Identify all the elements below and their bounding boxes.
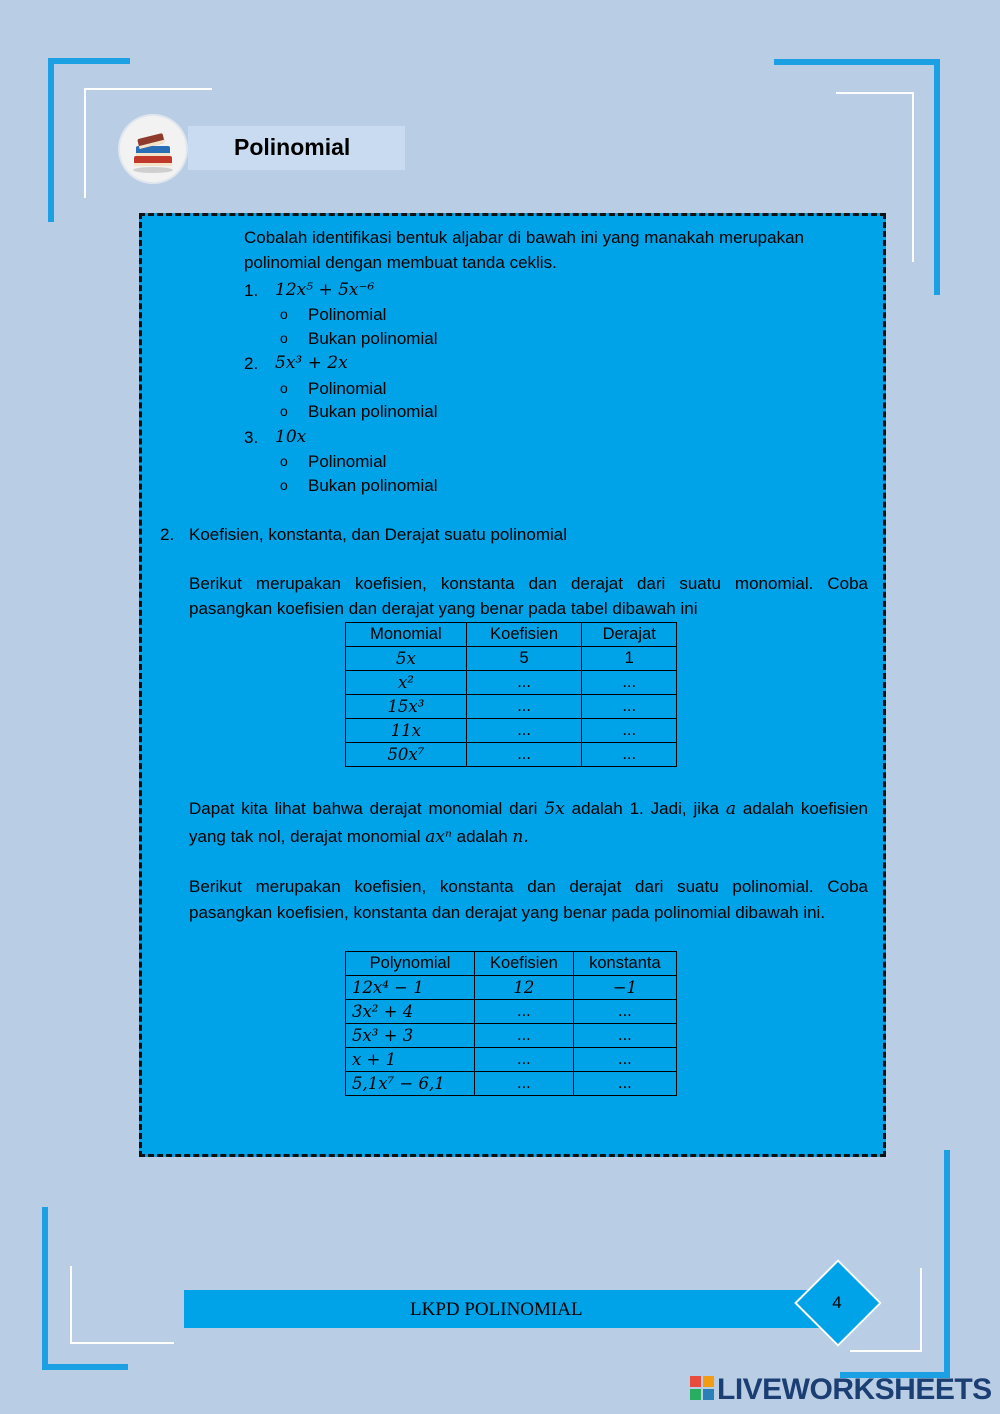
para2-text: adalah bbox=[456, 827, 508, 846]
para2-text: adalah koefisien yang tak nol, derajat monomial bbox=[189, 799, 868, 846]
frame-bottom-right-inner-v bbox=[920, 1268, 922, 1352]
table-header-cell: Koefisien bbox=[466, 623, 582, 647]
brand-logo[interactable] bbox=[690, 1373, 992, 1408]
derajat-input[interactable]: ... bbox=[582, 743, 677, 767]
page-title: Polinomial bbox=[234, 134, 351, 160]
footer-label: LKPD POLINOMIAL bbox=[410, 1299, 583, 1320]
para2-math: axⁿ bbox=[425, 827, 452, 847]
option-bukan-polinomial[interactable]: Bukan polinomial bbox=[308, 329, 438, 348]
table-row bbox=[346, 1072, 677, 1096]
radio-bullet[interactable]: o bbox=[280, 306, 288, 322]
koefisien-input[interactable]: ... bbox=[466, 695, 582, 719]
para2-math: 5x bbox=[544, 799, 565, 819]
option-polinomial[interactable]: Polinomial bbox=[308, 452, 387, 471]
para2-math: n. bbox=[512, 827, 529, 847]
question-1-expression: 12x⁵ + 5x⁻⁶ bbox=[275, 280, 375, 300]
konstanta-input[interactable]: ... bbox=[573, 1000, 676, 1024]
koefisien-input[interactable]: ... bbox=[466, 671, 582, 695]
question-3-expression: 10x bbox=[275, 427, 307, 447]
table-header-cell: Koefisien bbox=[475, 952, 574, 976]
frame-top-left-inner-h bbox=[84, 88, 212, 90]
liveworksheets-logo-icon bbox=[690, 1374, 714, 1408]
polynomial-cell: 5,1x⁷ − 6,1 bbox=[346, 1072, 475, 1096]
option-bukan-polinomial[interactable]: Bukan polinomial bbox=[308, 402, 438, 421]
frame-bottom-left-inner-v bbox=[70, 1266, 72, 1344]
para2-text: Dapat kita lihat bahwa derajat monomial dari bbox=[189, 799, 538, 818]
frame-bottom-right-vertical bbox=[944, 1150, 950, 1378]
table-header-cell: Derajat bbox=[582, 623, 677, 647]
koefisien-input[interactable]: ... bbox=[475, 1024, 574, 1048]
koefisien-input[interactable]: ... bbox=[466, 719, 582, 743]
polynomial-cell: 5x³ + 3 bbox=[346, 1024, 475, 1048]
table-row bbox=[346, 743, 677, 767]
table-row bbox=[346, 1024, 677, 1048]
table-row bbox=[346, 647, 677, 671]
derajat-input[interactable]: ... bbox=[582, 671, 677, 695]
polynomial-cell: x + 1 bbox=[346, 1048, 475, 1072]
derajat-cell: 1 bbox=[582, 647, 677, 671]
frame-top-right-inner-v bbox=[912, 92, 914, 262]
section2-para2 bbox=[189, 795, 868, 851]
radio-bullet[interactable]: o bbox=[280, 477, 288, 493]
table-row bbox=[346, 671, 677, 695]
table-row bbox=[346, 719, 677, 743]
konstanta-input[interactable]: ... bbox=[573, 1048, 676, 1072]
polynomial-cell: 3x² + 4 bbox=[346, 1000, 475, 1024]
radio-bullet[interactable]: o bbox=[280, 380, 288, 396]
radio-bullet[interactable]: o bbox=[280, 403, 288, 419]
option-polinomial[interactable]: Polinomial bbox=[308, 379, 387, 398]
monomial-cell: x² bbox=[346, 671, 467, 695]
frame-top-right-vertical bbox=[934, 59, 940, 295]
frame-top-right-horizontal bbox=[774, 59, 940, 65]
question-2-expression: 5x³ + 2x bbox=[275, 353, 348, 373]
para2-math: a bbox=[725, 799, 737, 819]
table-header-cell: Monomial bbox=[346, 623, 467, 647]
frame-top-left-horizontal bbox=[48, 58, 130, 64]
page-number: 4 bbox=[832, 1293, 842, 1312]
polynomial-cell: 12x⁴ − 1 bbox=[346, 976, 475, 1000]
question-1-number: 1. bbox=[244, 281, 259, 300]
frame-bottom-left-inner-h bbox=[70, 1342, 174, 1344]
section1-intro: Cobalah identifikasi bentuk aljabar di bawah ini yang manakah merupakan polinomial dengan membuat tanda ceklis. bbox=[244, 228, 804, 272]
brand-name: LIVEWORKSHEETS bbox=[717, 1373, 992, 1406]
koefisien-input[interactable]: ... bbox=[475, 1000, 574, 1024]
question-2-number: 2. bbox=[244, 354, 259, 373]
section2-para1: Berikut merupakan koefisien, konstanta dan derajat dari suatu monomial. Coba pasangkan koefisien dan derajat yang benar pada tabel dibawah ini bbox=[189, 574, 868, 618]
konstanta-input[interactable]: ... bbox=[573, 1024, 676, 1048]
header-badge bbox=[120, 116, 186, 182]
frame-bottom-right-inner-h bbox=[850, 1350, 922, 1352]
frame-bottom-left-horizontal bbox=[42, 1364, 128, 1370]
radio-bullet[interactable]: o bbox=[280, 330, 288, 346]
table-header-cell: Polynomial bbox=[346, 952, 475, 976]
koefisien-cell: 12 bbox=[475, 976, 574, 1000]
frame-top-left-vertical bbox=[48, 58, 54, 222]
koefisien-cell: 5 bbox=[466, 647, 582, 671]
polynomial-table bbox=[345, 951, 677, 1096]
table-header-row bbox=[346, 623, 677, 647]
table-row bbox=[346, 1000, 677, 1024]
konstanta-cell: −1 bbox=[573, 976, 676, 1000]
radio-bullet[interactable]: o bbox=[280, 453, 288, 469]
question-3-number: 3. bbox=[244, 428, 259, 447]
option-polinomial[interactable]: Polinomial bbox=[308, 305, 387, 324]
table-row bbox=[346, 1048, 677, 1072]
option-bukan-polinomial[interactable]: Bukan polinomial bbox=[308, 476, 438, 495]
frame-top-left-inner-v bbox=[84, 88, 86, 198]
para2-text: adalah 1. Jadi, jika bbox=[571, 799, 719, 818]
koefisien-input[interactable]: ... bbox=[475, 1072, 574, 1096]
section2-para3: Berikut merupakan koefisien, konstanta dan derajat dari suatu polinomial. Coba pasangkan koefisien, konstanta dan derajat yang benar pada polinomial dibawah ini. bbox=[189, 877, 868, 922]
table-row bbox=[346, 695, 677, 719]
frame-bottom-left-vertical bbox=[42, 1207, 48, 1370]
monomial-cell: 11x bbox=[346, 719, 467, 743]
section2-heading: Koefisien, konstanta, dan Derajat suatu polinomial bbox=[189, 525, 568, 544]
books-icon bbox=[120, 116, 186, 182]
frame-top-right-inner-h bbox=[836, 92, 914, 94]
monomial-cell: 15x³ bbox=[346, 695, 467, 719]
monomial-table bbox=[345, 622, 677, 767]
table-header-row bbox=[346, 952, 677, 976]
derajat-input[interactable]: ... bbox=[582, 719, 677, 743]
table-header-cell: konstanta bbox=[573, 952, 676, 976]
table-row bbox=[346, 976, 677, 1000]
koefisien-input[interactable]: ... bbox=[475, 1048, 574, 1072]
derajat-input[interactable]: ... bbox=[582, 695, 677, 719]
monomial-cell: 5x bbox=[346, 647, 467, 671]
monomial-cell: 50x⁷ bbox=[346, 743, 467, 767]
konstanta-input[interactable]: ... bbox=[573, 1072, 676, 1096]
section2-number: 2. bbox=[160, 525, 175, 544]
koefisien-input[interactable]: ... bbox=[466, 743, 582, 767]
